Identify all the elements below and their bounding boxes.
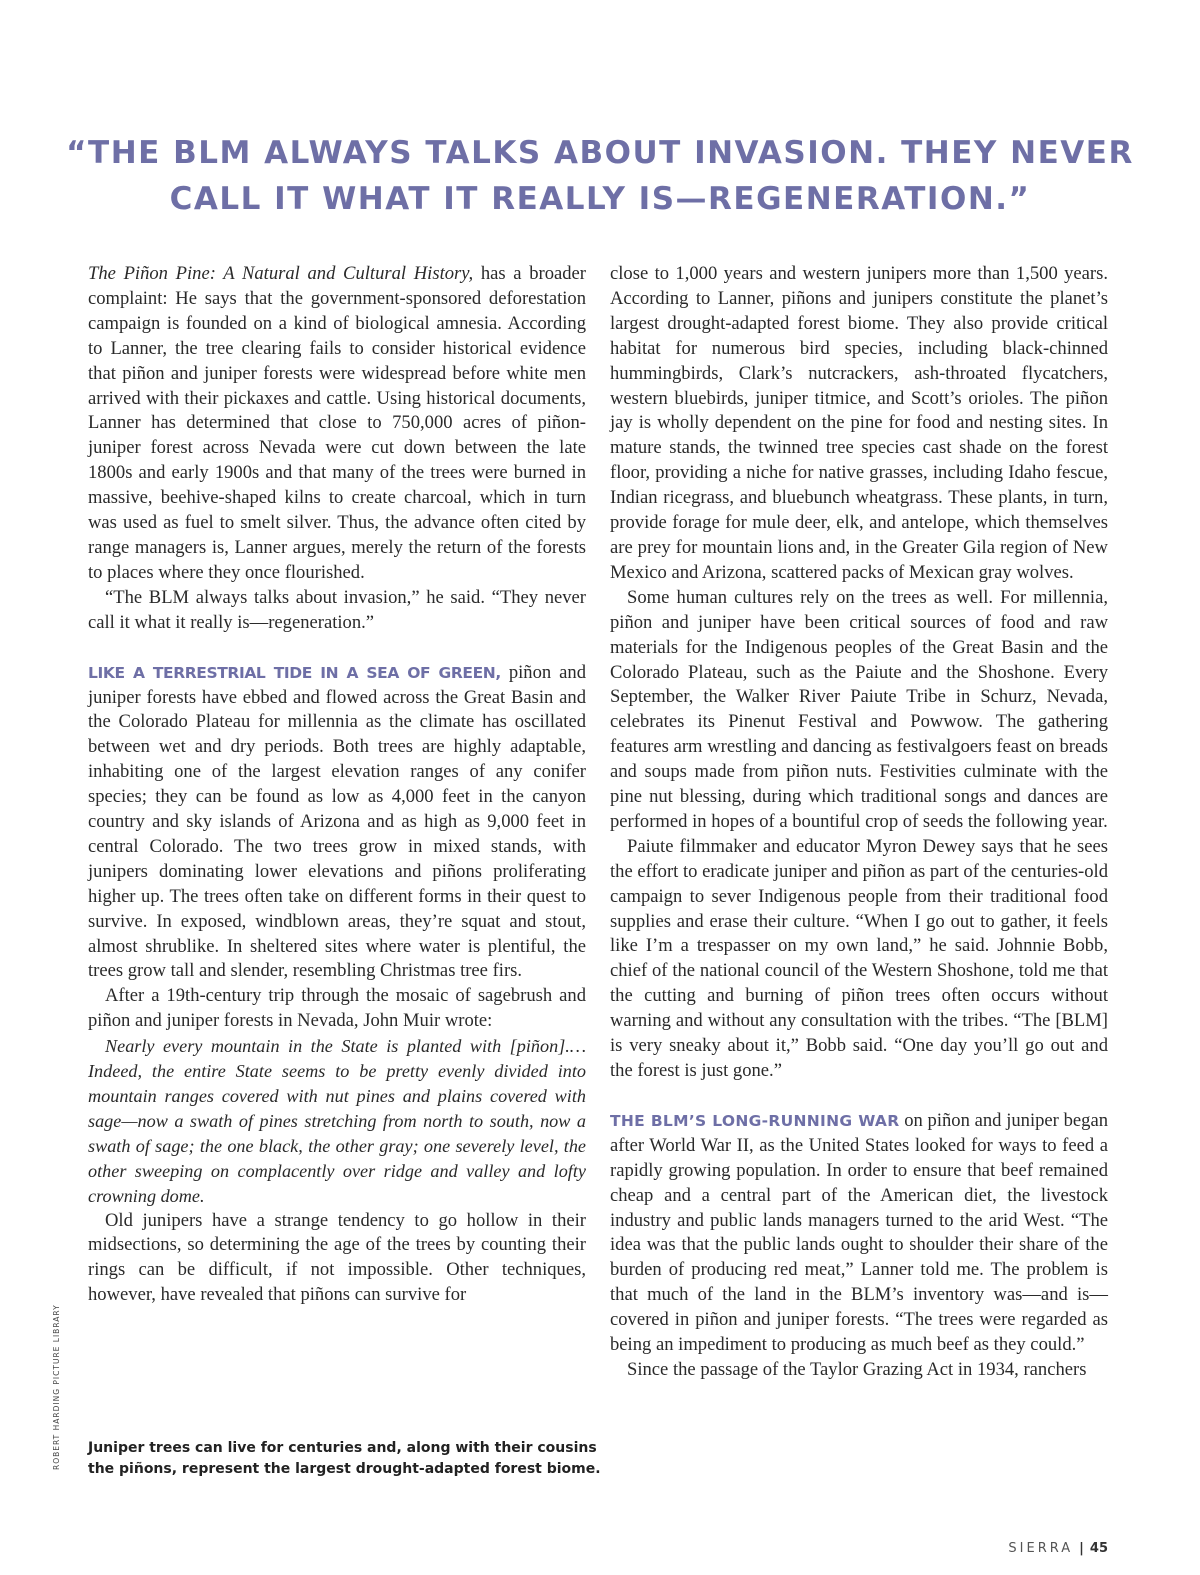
left-column — [88, 262, 586, 1308]
folio — [1008, 1541, 1108, 1556]
paragraph-text: piñon and juniper forests have ebbed and flowed across the Great Basin and the Colorado Plateau for millennia as the climate has oscillated between wet and dry periods. Both trees are highly adaptable, inhabiting one of the largest elevation ranges of any conifer species; they can be found as low as 4,000 feet in the canyon country and sky islands of Arizona and as high as 9,000 feet in central Colorado. The two trees grow in mixed stands, with junipers dominating lower elevations and piñons proliferating higher up. The trees often take on different forms in their quest to survive. In exposed, windblown areas, they’re squat and stout, almost shrublike. In sheltered sites where water is plentiful, the trees grow tall and slender, resembling Christmas tree firs. — [88, 661, 587, 982]
paragraph: Old junipers have a strange tendency to go hollow in their midsections, so determining the age of the trees by counting their rings can be difficult, if not impossible. Other techniques, however, have revealed that piñons can survive for — [88, 1209, 586, 1306]
paragraph: close to 1,000 years and western junipers more than 1,500 years. According to Lanner, piñons and junipers constitute the planet’s largest drought-adapted forest biome. They also provide critical habitat for numerous bird species, including black-chinned hummingbirds, Clark’s nutcrackers, ash-throated flycatchers, western bluebirds, juniper titmice, and Scott’s orioles. The piñon jay is wholly dependent on the pine for food and nesting sites. In mature stands, the twinned tree species cast shade on the forest floor, providing a niche for native grasses, including Idaho fescue, Indian ricegrass, and bluebunch wheatgrass. These plants, in turn, provide forage for mule deer, elk, and antelope, which themselves are prey for mountain lions and, in the Greater Gila region of New Mexico and Arizona, scattered packs of Mexican gray wolves. — [610, 263, 1108, 583]
book-title: The Piñon Pine: A Natural and Cultural History, — [88, 263, 474, 284]
folio-separator: | — [1079, 1541, 1084, 1556]
paragraph: Since the passage of the Taylor Grazing Act in 1934, ranchers — [627, 1358, 1087, 1380]
photo-caption: Juniper trees can live for centuries and, along with their cousins the piñons, represent the largest drought-adapted forest biome. — [88, 1440, 601, 1477]
photo-credit: ROBERT HARDING PICTURE LIBRARY — [52, 1304, 61, 1470]
pull-quote — [60, 130, 1140, 222]
section-paragraph — [88, 661, 586, 985]
paragraph: Some human cultures rely on the trees as well. For millennia, piñon and juniper have been critical sources of food and raw materials for the Indigenous peoples of the Great Basin and the Colorado Plateau, such as the Paiute and the Shoshone. Every September, the Walker River Paiute Tribe in Schurz, Nevada, celebrates its Pinenut Festival and Powwow. The gathering features arm wrestling and dancing as festivalgoers feast on breads and soups made from piñon nuts. Festivities culminate with the pine nut blessing, during which traditional songs and dances are performed in hopes of a bountiful crop of seeds the following year. — [610, 586, 1108, 832]
block-quote: Nearly every mountain in the State is planted with [piñon].… Indeed, the entire State seems to be pretty evenly divided into mountain ranges covered with nut pines and plains covered with sage—now a swath of pines stretching from north to south, now a swath of sage; the one black, the other gray; one severely level, the other sweeping on complacently over ridge and valley and lofty crowning dome. — [88, 1036, 586, 1206]
page-number: 45 — [1089, 1541, 1108, 1556]
right-column — [610, 262, 1108, 1383]
paragraph-text: has a broader complaint: He says that the government-sponsored deforestation campaign is founded on a kind of biological amnesia. According to Lanner, the tree clearing fails to consider historical evidence that piñon and juniper forests were widespread before white men arrived with their pickaxes and cattle. Using historical documents, Lanner has determined that close to 750,000 acres of piñon-juniper forest across Nevada were cut down between the late 1800s and early 1900s and that many of the trees were burned in massive, beehive-shaped kilns to create charcoal, which in turn was used as fuel to smelt silver. Thus, the advance often cited by range managers is, Lanner argues, merely the return of the forests to places where they once flourished. — [88, 263, 586, 583]
paragraph: After a 19th-century trip through the mosaic of sagebrush and piñon and juniper forests in Nevada, John Muir wrote: — [88, 985, 586, 1032]
paragraph: Paiute filmmaker and educator Myron Dewey says that he sees the effort to eradicate juniper and piñon as part of the centuries-old campaign to sever Indigenous people from their traditional food supplies and erase their culture. “When I go out to gather, it feels like I’m a trespasser on my own land,” he said. Johnnie Bobb, chief of the national council of the Western Shoshone, told me that the cutting and burning of piñon trees often occurs without warning and without any consultation with the tribes. “The [BLM] is very sneaky about it,” Bobb said. “One day you’ll go out and the forest is just gone.” — [610, 835, 1108, 1081]
magazine-name: SIERRA — [1008, 1541, 1074, 1556]
paragraph: “The BLM always talks about invasion,” he said. “They never call it what it really is—regeneration.” — [88, 586, 586, 633]
section-lead-in: LIKE A TERRESTRIAL TIDE IN A SEA OF GREEN, — [88, 663, 501, 682]
pull-quote-line-2: CALL IT WHAT IT REALLY IS—REGENERATION.” — [169, 181, 1031, 217]
pull-quote-line-1: “THE BLM ALWAYS TALKS ABOUT INVASION. THEY NEVER — [66, 135, 1134, 171]
paragraph-text: on piñon and juniper began after World War II, as the United States looked for ways to feed a rapidly growing population. In order to ensure that beef remained cheap and a central part of the American diet, the livestock industry and public lands managers turned to the arid West. “The idea was that the public lands ought to shoulder their share of the burden of producing red meat,” Lanner told me. The problem is that much of the land in the BLM’s inventory was—and is—covered in piñon and juniper forests. “The trees were regarded as being an impediment to producing as much beef as they could.” — [610, 1109, 1108, 1356]
section-lead-in: THE BLM’S LONG-RUNNING WAR — [610, 1111, 900, 1130]
section-paragraph — [610, 1109, 1108, 1358]
paragraph — [88, 262, 586, 586]
